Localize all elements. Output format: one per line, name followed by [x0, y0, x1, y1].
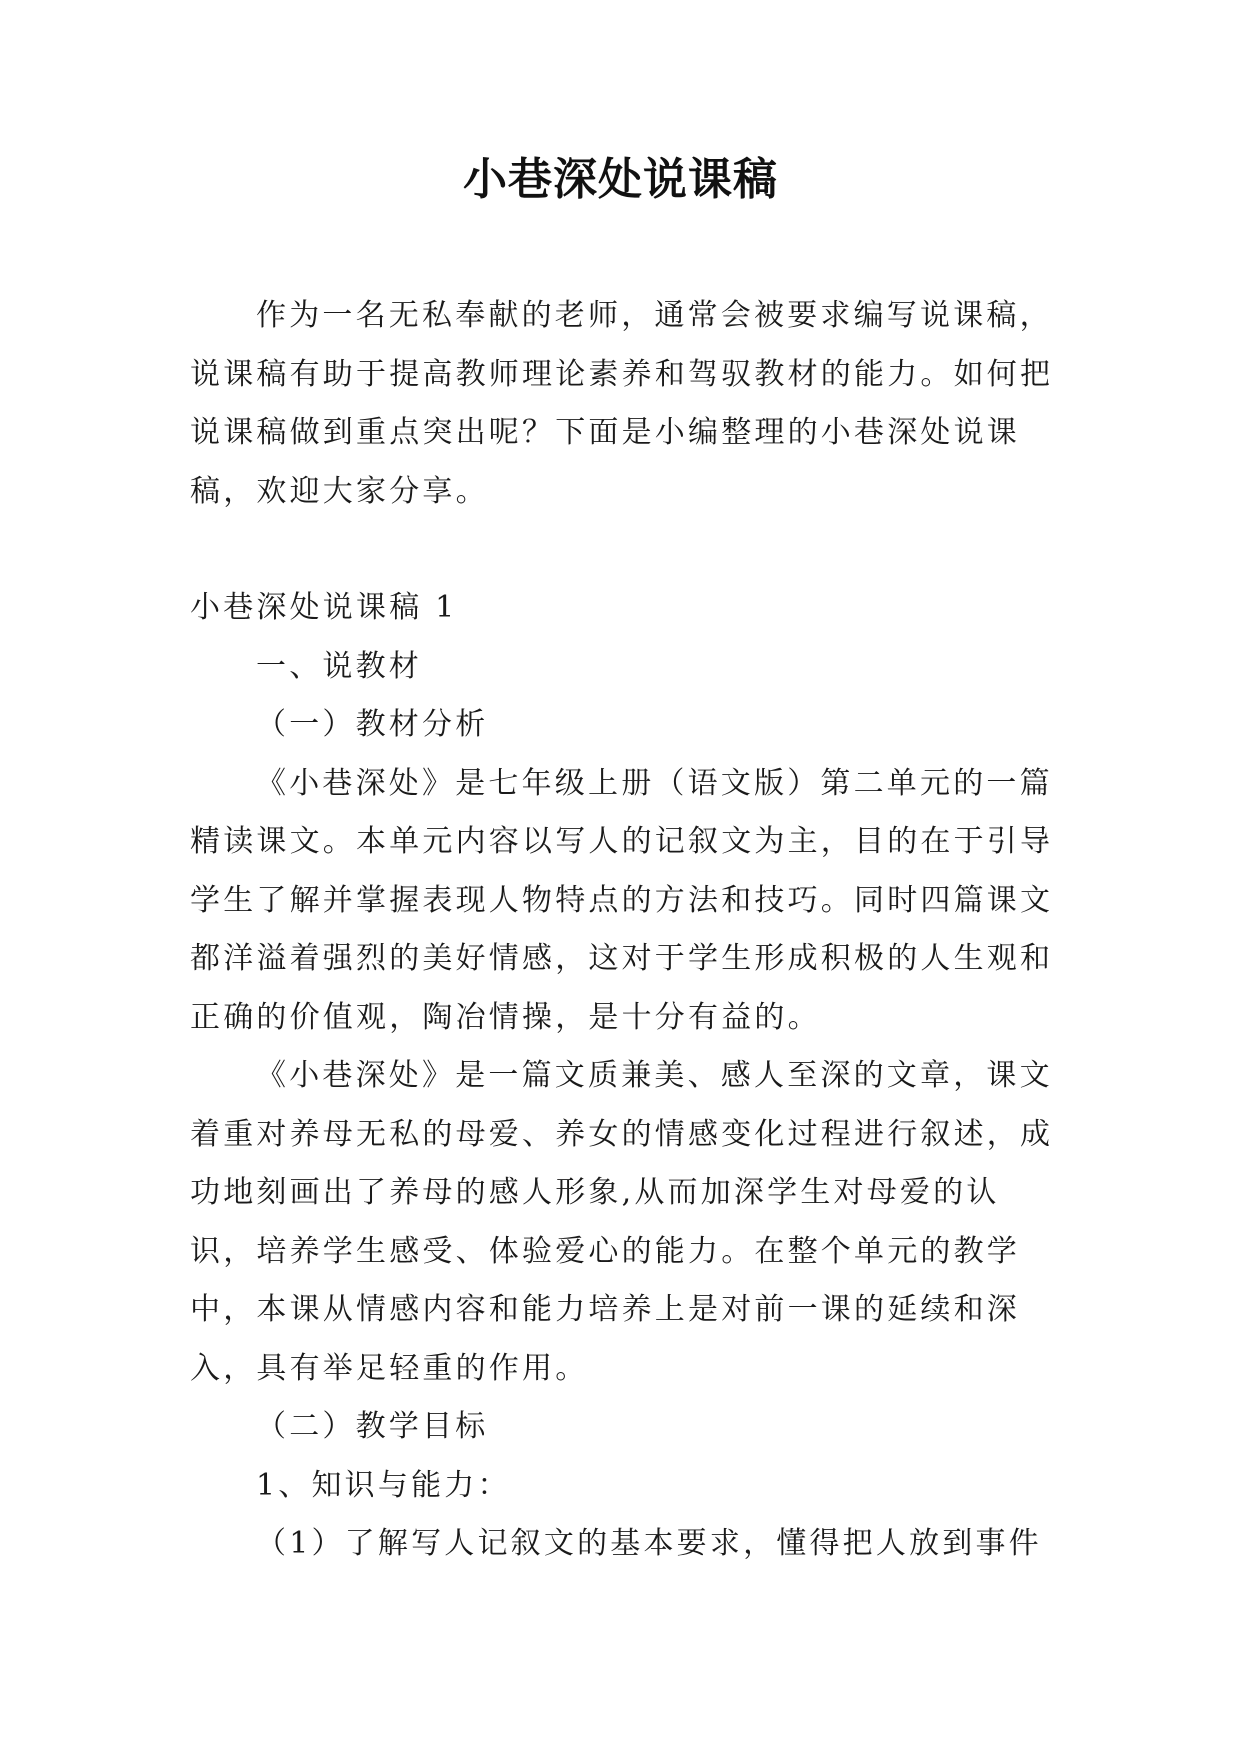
- document-title: 小巷深处说课稿: [463, 154, 778, 205]
- body-paragraph: 《小巷深处》是七年级上册（语文版）第二单元的一篇精读课文。本单元内容以写人的记叙文为主，目的在于引导学生了解并掌握表现人物特点的方法和技巧。同时四篇课文都洋溢着强烈的美好情感，这对于学生形成积极的人生观和正确的价值观，陶冶情操，是十分有益的。: [190, 765, 1054, 1035]
- heading-level-3: 1、知识与能力：: [256, 1467, 511, 1503]
- heading-level-1: 一、说教材: [256, 648, 422, 684]
- body-paragraph: 《小巷深处》是一篇文质兼美、感人至深的文章，课文着重对养母无私的母爱、养女的情感变化过程进行叙述，成功地刻画出了养母的感人形象,从而加深学生对母爱的认识，培养学生感受、体验爱心的能力。在整个单元的教学中，本课从情感内容和能力培养上是对前一课的延续和深入，具有举足轻重的作用。: [190, 1058, 1054, 1386]
- document-body: [190, 287, 1060, 1574]
- spacer: [190, 521, 1060, 579]
- heading-level-2: （二）教学目标: [256, 1409, 489, 1444]
- list-item: （1）了解写人记叙文的基本要求，懂得把人放到事件: [256, 1526, 1042, 1561]
- heading-level-2: （一）教材分析: [256, 707, 489, 742]
- section-heading: 小巷深处说课稿 1: [190, 590, 458, 625]
- intro-paragraph: 作为一名无私奉献的老师，通常会被要求编写说课稿，说课稿有助于提高教师理论素养和驾驭教材的能力。如何把说课稿做到重点突出呢？下面是小编整理的小巷深处说课稿，欢迎大家分享。: [190, 298, 1054, 509]
